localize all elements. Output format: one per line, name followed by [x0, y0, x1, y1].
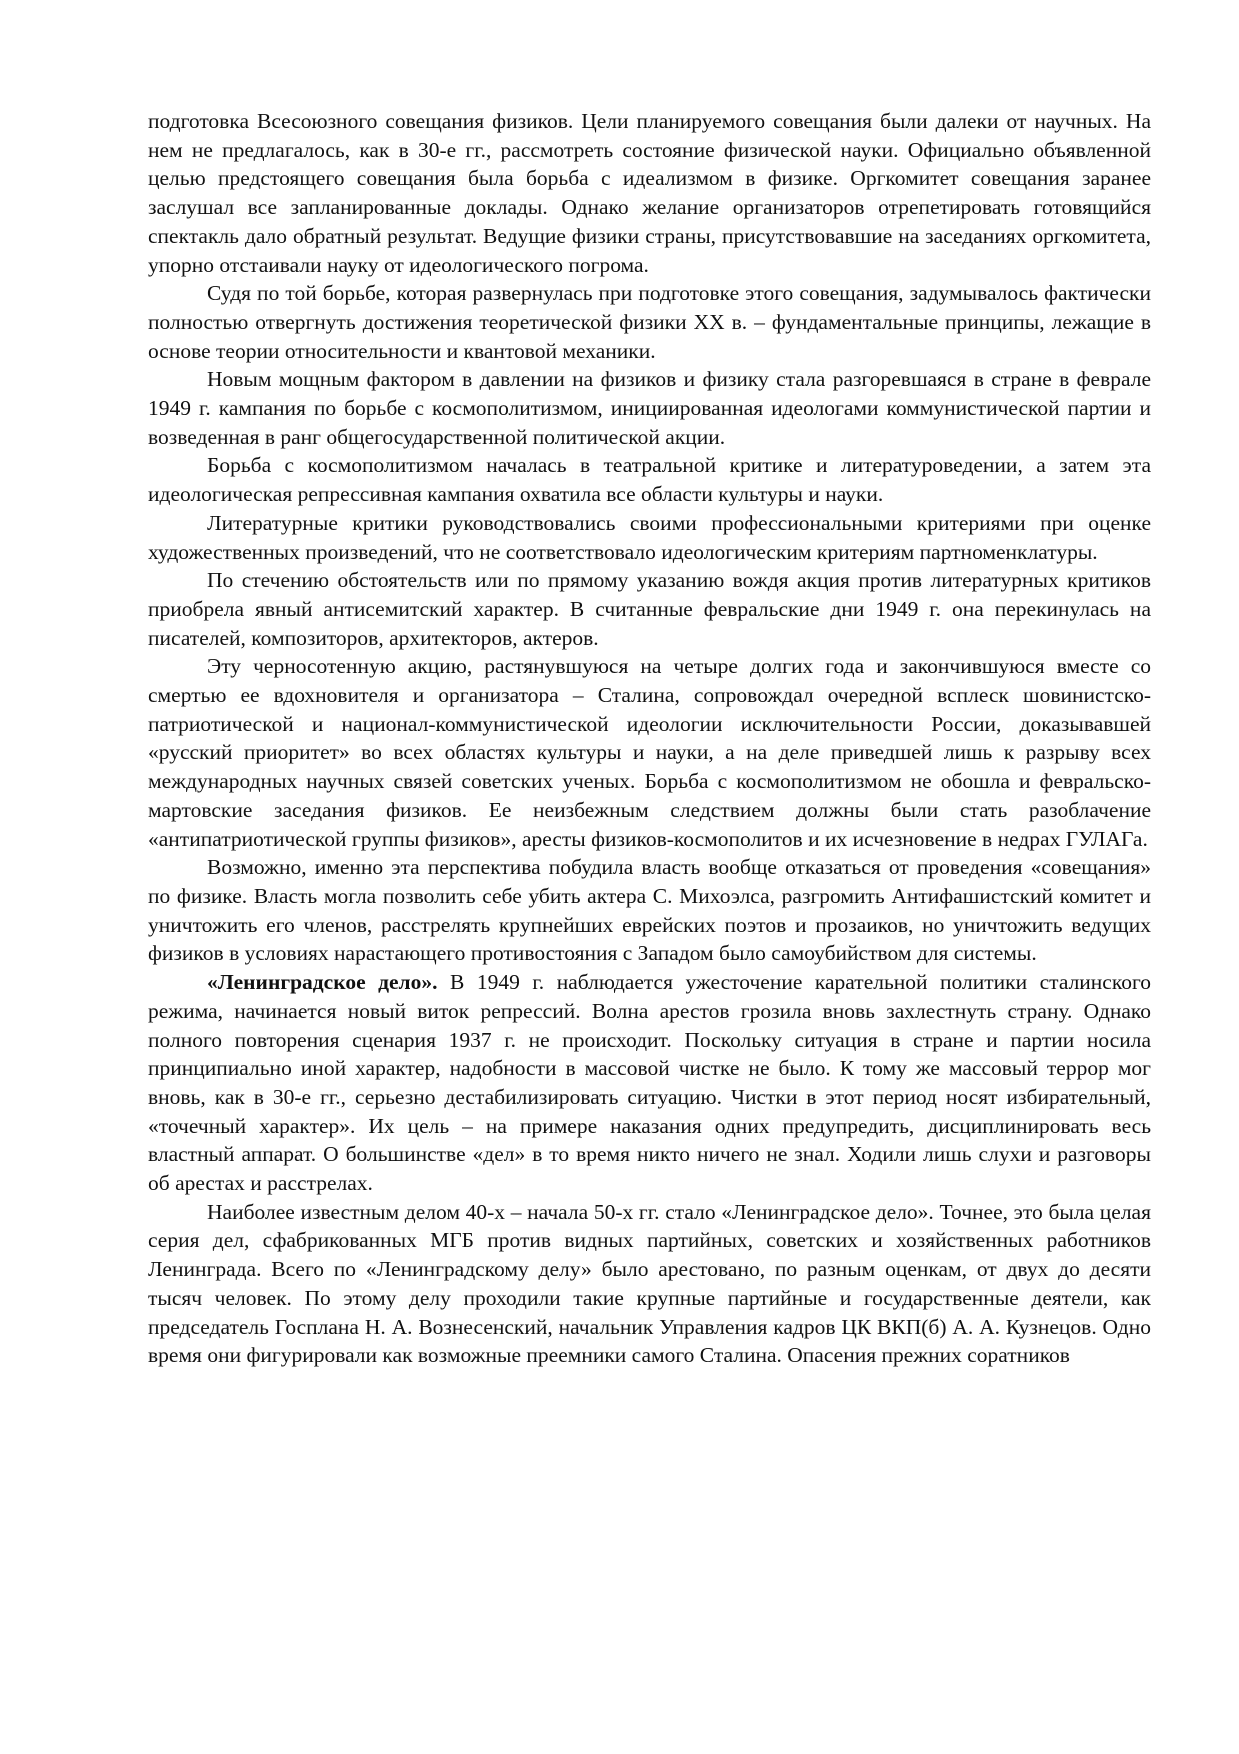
paragraph-2: Судя по той борьбе, которая развернулась при подготовке этого совещания, задумывалось фактически полностью отвергнуть достижения теоретической физики XX в. – фундаментальные принципы, лежащие в основе теории относительности и квантовой механики. — [148, 281, 1151, 363]
paragraph-4: Борьба с космополитизмом началась в театральной критике и литературоведении, а затем эта идеологическая репрессивная кампания охватила все области культуры и науки. — [148, 453, 1151, 507]
paragraph-10: Наиболее известным делом 40-х – начала 50-х гг. стало «Ленинградское дело». Точнее, это была целая серия дел, сфабрикованных МГБ против видных партийных, советских и хозяйственных работников Ленинграда. Всего по «Ленинградскому делу» было арестовано, по разным оценкам, от двух до десяти тысяч человек. По этому делу проходили такие крупные партийные и государственные деятели, как председатель Госплана Н. А. Вознесенский, начальник Управления кадров ЦК ВКП(б) А. А. Кузнецов. Одно время они фигурировали как возможные преемники самого Сталина. Опасения прежних соратников — [148, 1199, 1151, 1368]
document-page — [148, 107, 1151, 1370]
paragraph-9 — [148, 968, 1151, 1198]
paragraph-6: По стечению обстоятельств или по прямому указанию вождя акция против литературных критиков приобрела явный антисемитский характер. В считанные февральские дни 1949 г. она перекинулась на писателей, композиторов, архитекторов, актеров. — [148, 568, 1151, 650]
paragraph-7: Эту черносотенную акцию, растянувшуюся на четыре долгих года и закончившуюся вместе со смертью ее вдохновителя и организатора – Сталина, сопровождал очередной всплеск шовинистско-патриотической и национал-коммунистической идеологии исключительности России, доказывавшей «русский приоритет» во всех областях культуры и науки, а на деле приведшей лишь к разрыву всех международных научных связей советских ученых. Борьба с космополитизмом не обошла и февральско-мартовские заседания физиков. Ее неизбежным следствием должны были стать разоблачение «антипатриотической группы физиков», аресты физиков-космополитов и их исчезновение в недрах ГУЛАГа. — [148, 654, 1151, 851]
paragraph-9-text: В 1949 г. наблюдается ужесточение карательной политики сталинского режима, начинается новый виток репрессий. Волна арестов грозила вновь захлестнуть страну. Однако полного повторения сценария 1937 г. не происходит. Поскольку ситуация в стране и партии носила принципиально иной характер, надобности в массовой чистке не было. К тому же массовый террор мог вновь, как в 30-е гг., серьезно дестабилизировать ситуацию. Чистки в этот период носят избирательный, «точечный характер». Их цель – на примере наказания одних предупредить, дисциплинировать весь властный аппарат. О большинстве «дел» в то время никто ничего не знал. Ходили лишь слухи и разговоры об арестах и расстрелах. — [148, 970, 1151, 1196]
paragraph-1: подготовка Всесоюзного совещания физиков. Цели планируемого совещания были далеки от научных. На нем не предлагалось, как в 30-е гг., рассмотреть состояние физической науки. Официально объявленной целью предстоящего совещания была борьба с идеализмом в физике. Оргкомитет совещания заранее заслушал все запланированные доклады. Однако желание организаторов отрепетировать готовящийся спектакль дало обратный результат. Ведущие физики страны, присутствовавшие на заседаниях оргкомитета, упорно отстаивали науку от идеологического погрома. — [148, 109, 1151, 277]
section-heading: «Ленинградское дело». — [207, 970, 438, 995]
paragraph-5: Литературные критики руководствовались своими профессиональными критериями при оценке художественных произведений, что не соответствовало идеологическим критериям партноменклатуры. — [148, 510, 1151, 564]
paragraph-3: Новым мощным фактором в давлении на физиков и физику стала разгоревшаяся в стране в феврале 1949 г. кампания по борьбе с космополитизмом, инициированная идеологами коммунистической партии и возведенная в ранг общегосударственной политической акции. — [148, 367, 1151, 449]
paragraph-8: Возможно, именно эта перспектива побудила власть вообще отказаться от проведения «совещания» по физике. Власть могла позволить себе убить актера С. Михоэлса, разгромить Антифашистский комитет и уничтожить его членов, расстрелять крупнейших еврейских поэтов и прозаиков, но уничтожить ведущих физиков в условиях нарастающего противостояния с Западом было самоубийством для системы. — [148, 855, 1151, 966]
